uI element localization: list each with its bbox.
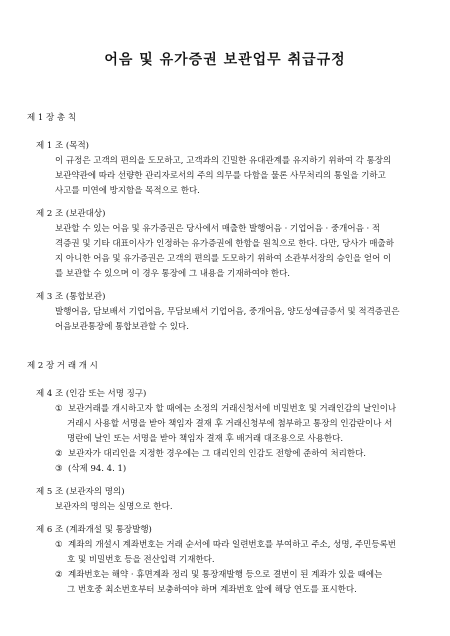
article-6-item-cont: 그 번호중 최소번호부터 보충하여야 하며 계좌번호 앞에 해당 연도를 표시한다. xyxy=(67,585,357,595)
article-2-heading: 제 2 조 (보관대상) xyxy=(36,209,106,219)
article-4-item xyxy=(55,449,366,460)
item-text: 계좌번호는 해약 · 휴면계좌 정리 및 통장재발행 등으로 결번이 된 계좌가 있을 때에는 xyxy=(68,570,383,580)
article-1-heading: 제 1 조 (목적) xyxy=(36,141,89,151)
article-6-heading: 제 6 조 (계좌개설 및 통장발행) xyxy=(36,525,152,535)
item-text: (삭제 94. 4. 1) xyxy=(68,464,127,474)
article-3-line: 어음보관통장에 통합보관할 수 있다. xyxy=(55,322,189,332)
article-1-line: 이 규정은 고객의 편의을 도모하고, 고객과의 긴밀한 유대관계를 유지하기 위하여 각 통장의 xyxy=(55,156,392,166)
article-2-line: 격증권 및 기타 대표이사가 인정하는 유가증권에 한함을 원칙으로 한다. 다만, 당사가 매출하 xyxy=(55,239,394,249)
item-number: ③ xyxy=(55,464,63,474)
item-number: ① xyxy=(55,404,63,414)
chapter-2-heading: 제 2 장 거 래 개 시 xyxy=(27,361,98,371)
document-title: 어음 및 유가증권 보관업무 취급규정 xyxy=(104,52,346,68)
article-6-item xyxy=(55,570,382,581)
article-6-item-cont: 호 및 비밀번호 등을 전산입력 기재한다. xyxy=(67,555,215,565)
article-3-heading: 제 3 조 (통합보관) xyxy=(36,292,106,302)
article-6-item xyxy=(55,540,396,551)
article-4-item-cont: 거래시 사용할 서명을 받아 책임자 결재 후 거래신청부에 첨부하고 통장의 인감란이나 서 xyxy=(67,419,393,429)
item-number: ② xyxy=(55,570,63,580)
article-4-heading: 제 4 조 (인감 또는 서명 징구) xyxy=(36,389,147,399)
item-text: 보관자가 대리인을 지정한 경우에는 그 대리인의 인감도 전항에 준하여 처리한다. xyxy=(68,449,366,459)
item-text: 보관거래를 개시하고자 할 때에는 소정의 거래신청서에 비밀번호 및 거래인감의 날인이나 xyxy=(68,404,397,414)
chapter-1-heading: 제 1 장 총 칙 xyxy=(27,113,77,123)
article-1-line: 보관약관에 따라 선량한 관리자로서의 주의 의무를 다함을 물론 사무처리의 통일을 기하고 xyxy=(55,171,386,181)
article-3-line: 발행어음, 담보배서 기업어음, 무담보배서 기업어음, 중개어음, 양도성예금증서 및 적격증권은 xyxy=(55,307,400,317)
item-text: 계좌의 개설시 계좌번호는 거래 순서에 따라 일련번호를 부여하고 주소, 성명, 주민등록번 xyxy=(68,540,397,550)
article-2-line: 보관할 수 있는 어음 및 유가증권은 당사에서 매출한 발행어음 · 기업어음 · 중개어음 · 적 xyxy=(55,224,381,234)
article-4-item xyxy=(55,404,396,415)
article-4-item-cont: 명란에 날인 또는 서명을 받아 책임자 결재 후 배거래 대조용으로 사용한다. xyxy=(67,434,344,444)
article-1-line: 사고를 미연에 방지함을 목적으로 한다. xyxy=(55,186,200,196)
item-number: ① xyxy=(55,540,63,550)
article-5-line: 보관자의 명의는 실명으로 한다. xyxy=(55,502,173,512)
item-number: ② xyxy=(55,449,63,459)
article-4-item xyxy=(55,464,126,475)
article-2-line: 를 보관할 수 있으며 이 경우 통장에 그 내용을 기재하여야 한다. xyxy=(55,269,290,279)
article-5-heading: 제 5 조 (보관자의 명의) xyxy=(36,487,125,497)
article-2-line: 지 아니한 어음 및 유가증권은 고객의 편의를 도모하기 위하여 소관부서장의 승인을 얻어 이 xyxy=(55,254,392,264)
